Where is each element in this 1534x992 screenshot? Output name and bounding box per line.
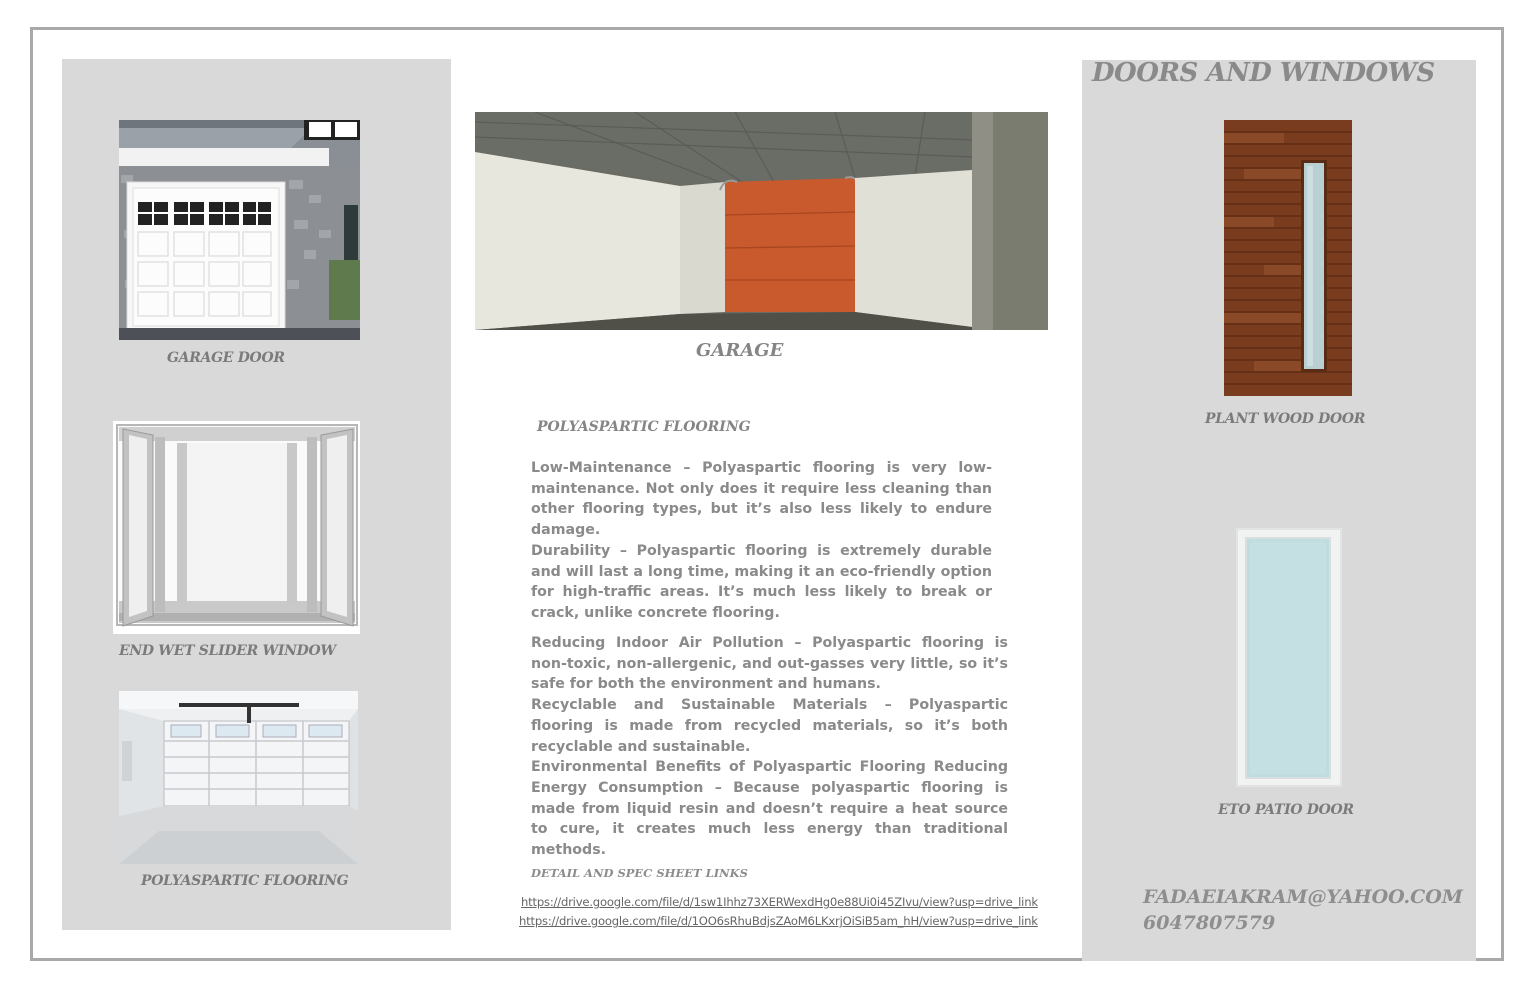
garage-caption: GARAGE (696, 340, 784, 361)
flooring-body-bottom (531, 633, 1008, 861)
flooring-body-top (531, 458, 992, 624)
paragraph-durability: Durability – Polyaspartic flooring is extremely durable and will last a long time, making it an eco-friendly option for high-traffic areas. It’s much less likely to break or crack, unlike concrete flooring. (531, 542, 992, 621)
patio-door-photo (1236, 528, 1342, 787)
slider-window-photo (113, 421, 360, 634)
contact-email: FADAEIAKRAM@YAHOO.COM (1143, 886, 1463, 908)
paragraph-low-maintenance: Low-Maintenance – Polyaspartic flooring is very low-maintenance. Not only does it require less cleaning than other flooring types, but it’s also less likely to endure damage. (531, 460, 992, 539)
garage-render (475, 112, 1048, 330)
garage-door-photo (119, 120, 360, 340)
spec-sheet-link-1[interactable]: https://drive.google.com/file/d/1sw1Ihhz73XERWexdHg0e88Ui0i45ZIvu/view?usp=drive_link (521, 895, 1038, 909)
garage-door-caption: GARAGE DOOR (167, 350, 285, 366)
polyaspartic-floor-photo (119, 691, 358, 864)
paragraph-recyclable: Recyclable and Sustainable Materials – Polyaspartic flooring is made from recycled materials, so it’s both recyclable and sustainable. (531, 697, 1008, 755)
wood-door-caption: PLANT WOOD DOOR (1205, 411, 1366, 427)
polyaspartic-floor-caption: POLYASPARTIC FLOORING (141, 873, 349, 889)
patio-door-caption: ETO PATIO DOOR (1218, 802, 1354, 818)
slider-window-caption: END WET SLIDER WINDOW (119, 643, 336, 659)
spec-sheet-link-2[interactable]: https://drive.google.com/file/d/1OO6sRhuBdjsZAoM6LKxrjOiSiB5am_hH/view?usp=drive_link (519, 914, 1038, 928)
paragraph-energy: Environmental Benefits of Polyaspartic Flooring Reducing Energy Consumption – Because polyaspartic flooring is made from liquid resin and doesn’t require a heat source to cure, it creates much less energy than traditional methods. (531, 759, 1008, 859)
contact-phone: 6047807579 (1143, 912, 1276, 934)
wood-door-photo (1224, 120, 1352, 396)
section-heading: POLYASPARTIC FLOORING (537, 419, 751, 435)
page-title: DOORS AND WINDOWS (1092, 58, 1435, 88)
links-heading: DETAIL AND SPEC SHEET LINKS (531, 866, 748, 880)
paragraph-air-pollution: Reducing Indoor Air Pollution – Polyaspartic flooring is non-toxic, non-allergenic, and out-gasses very little, so it’s safe for both the environment and humans. (531, 635, 1008, 693)
